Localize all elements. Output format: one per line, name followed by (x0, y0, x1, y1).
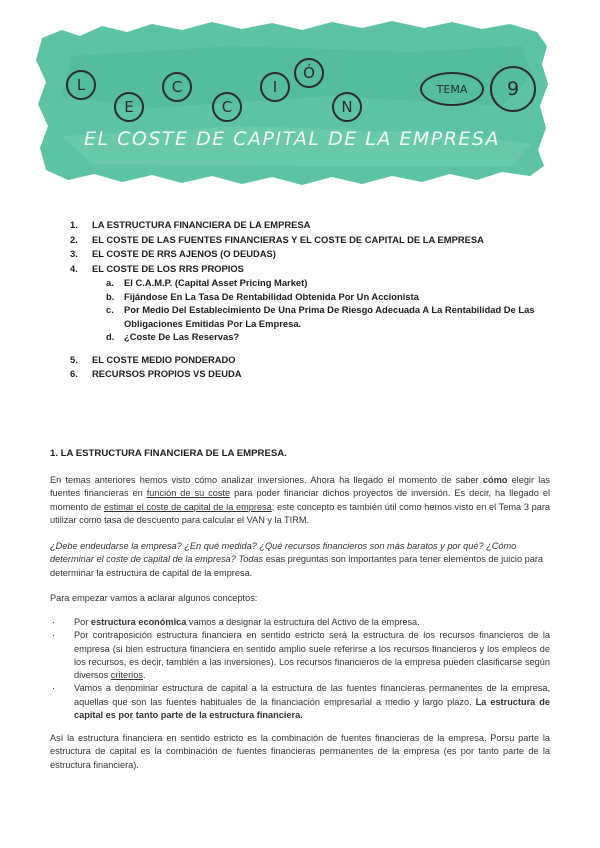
toc-item: 3. EL COSTE DE RRS AJENOS (O DEUDAS) (70, 248, 276, 260)
tema-number: 9 (490, 66, 536, 112)
leccion-letter: E (114, 92, 144, 122)
toc-item: 6. RECURSOS PROPIOS VS DEUDA (70, 368, 242, 380)
leccion-letter: C (162, 72, 192, 102)
leccion-letter: Ó (294, 58, 324, 88)
toc-subitem: d. ¿Coste De Las Reservas? (106, 331, 240, 343)
toc-subitem: c. Por Medio Del Establecimiento De Una Prima De Riesgo Adecuada A La Rentabilidad De Las Obligaciones Emitidas Por La Empresa. (106, 304, 535, 329)
lesson-banner (32, 16, 552, 194)
leccion-letter: C (212, 92, 242, 122)
paragraph-1: En temas anteriores hemos visto cómo analizar inversiones. Ahora ha llegado el momento de saber cómo elegir las fuentes financieras en función de su coste para poder financiar dichos proyectos de inversión. Es decir, ha llegado el momento de estimar el coste de capital de la empresa; este concepto es también útil como hemos visto en el Tema 3 para utilizar como tasa de descuento para calcular el VAN y la TIRM. (50, 475, 550, 525)
leccion-letter: N (332, 92, 362, 122)
leccion-letter: I (260, 72, 290, 102)
toc-item: 4. EL COSTE DE LOS RRS PROPIOS (70, 262, 244, 274)
list-item: · Por contraposición estructura financiera en sentido estricto será la estructura de los recursos financieros de la empresa (si bien estructura financiera en sentido amplio suele referirse a los recursos financieros y los empleos de los recursos, es decir, también a las inversiones). Los recursos financieros de la empresa pueden clasificarse según diversos criterios. (52, 630, 550, 681)
bullet-list (50, 616, 550, 722)
toc-item: 1. LA ESTRUCTURA FINANCIERA DE LA EMPRESA (70, 219, 311, 230)
section-heading: 1. LA ESTRUCTURA FINANCIERA DE LA EMPRESA. (50, 448, 287, 459)
list-item: · Vamos a denominar estructura de capital a la estructura de las fuentes financieras permanentes de la empresa, aquellas que son las fuentes habituales de la financiación empresarial a medio y largo plazo. La estructura de capital es por tanto parte de la estructura financiera. (52, 683, 550, 721)
toc-item: 5. EL COSTE MEDIO PONDERADO (70, 353, 236, 365)
toc-subitem: a. El C.A.M.P. (Capital Asset Pricing Market) (106, 277, 308, 289)
toc-subitem: b. Fijándose En La Tasa De Rentabilidad Obtenida Por Un Accionista (106, 290, 419, 302)
table-of-contents (70, 218, 556, 382)
paragraph-4: Así la estructura financiera en sentido estricto es la combinación de fuentes financieras de la empresa. Porsu parte la estructura de capital es la combinación de fuentes financieras permanentes de la empresa (es por tanto parte de la estructura financiera). (50, 733, 550, 770)
leccion-letter: L (66, 70, 96, 100)
paragraph-3: Para empezar vamos a aclarar algunos conceptos: (50, 593, 258, 603)
banner-watercolor-background (32, 16, 552, 194)
paragraph-2: ¿Debe endeudarse la empresa? ¿En qué medida? ¿Qué recursos financieros son más baratos y por qué? ¿Cómo determinar el coste de capital de la empresa? Todas esas preguntas son importantes para tener elementos de juicio para determinar la estructura de capital de la empresa. (50, 541, 544, 578)
toc-subitems (106, 276, 556, 344)
list-item: · Por estructura económica vamos a designar la estructura del Activo de la empresa. (52, 617, 420, 627)
lesson-title: EL COSTE DE CAPITAL DE LA EMPRESA (84, 128, 500, 150)
toc-item: 2. EL COSTE DE LAS FUENTES FINANCIERAS Y EL COSTE DE CAPITAL DE LA EMPRESA (70, 233, 484, 245)
tema-label: TEMA (420, 72, 484, 106)
